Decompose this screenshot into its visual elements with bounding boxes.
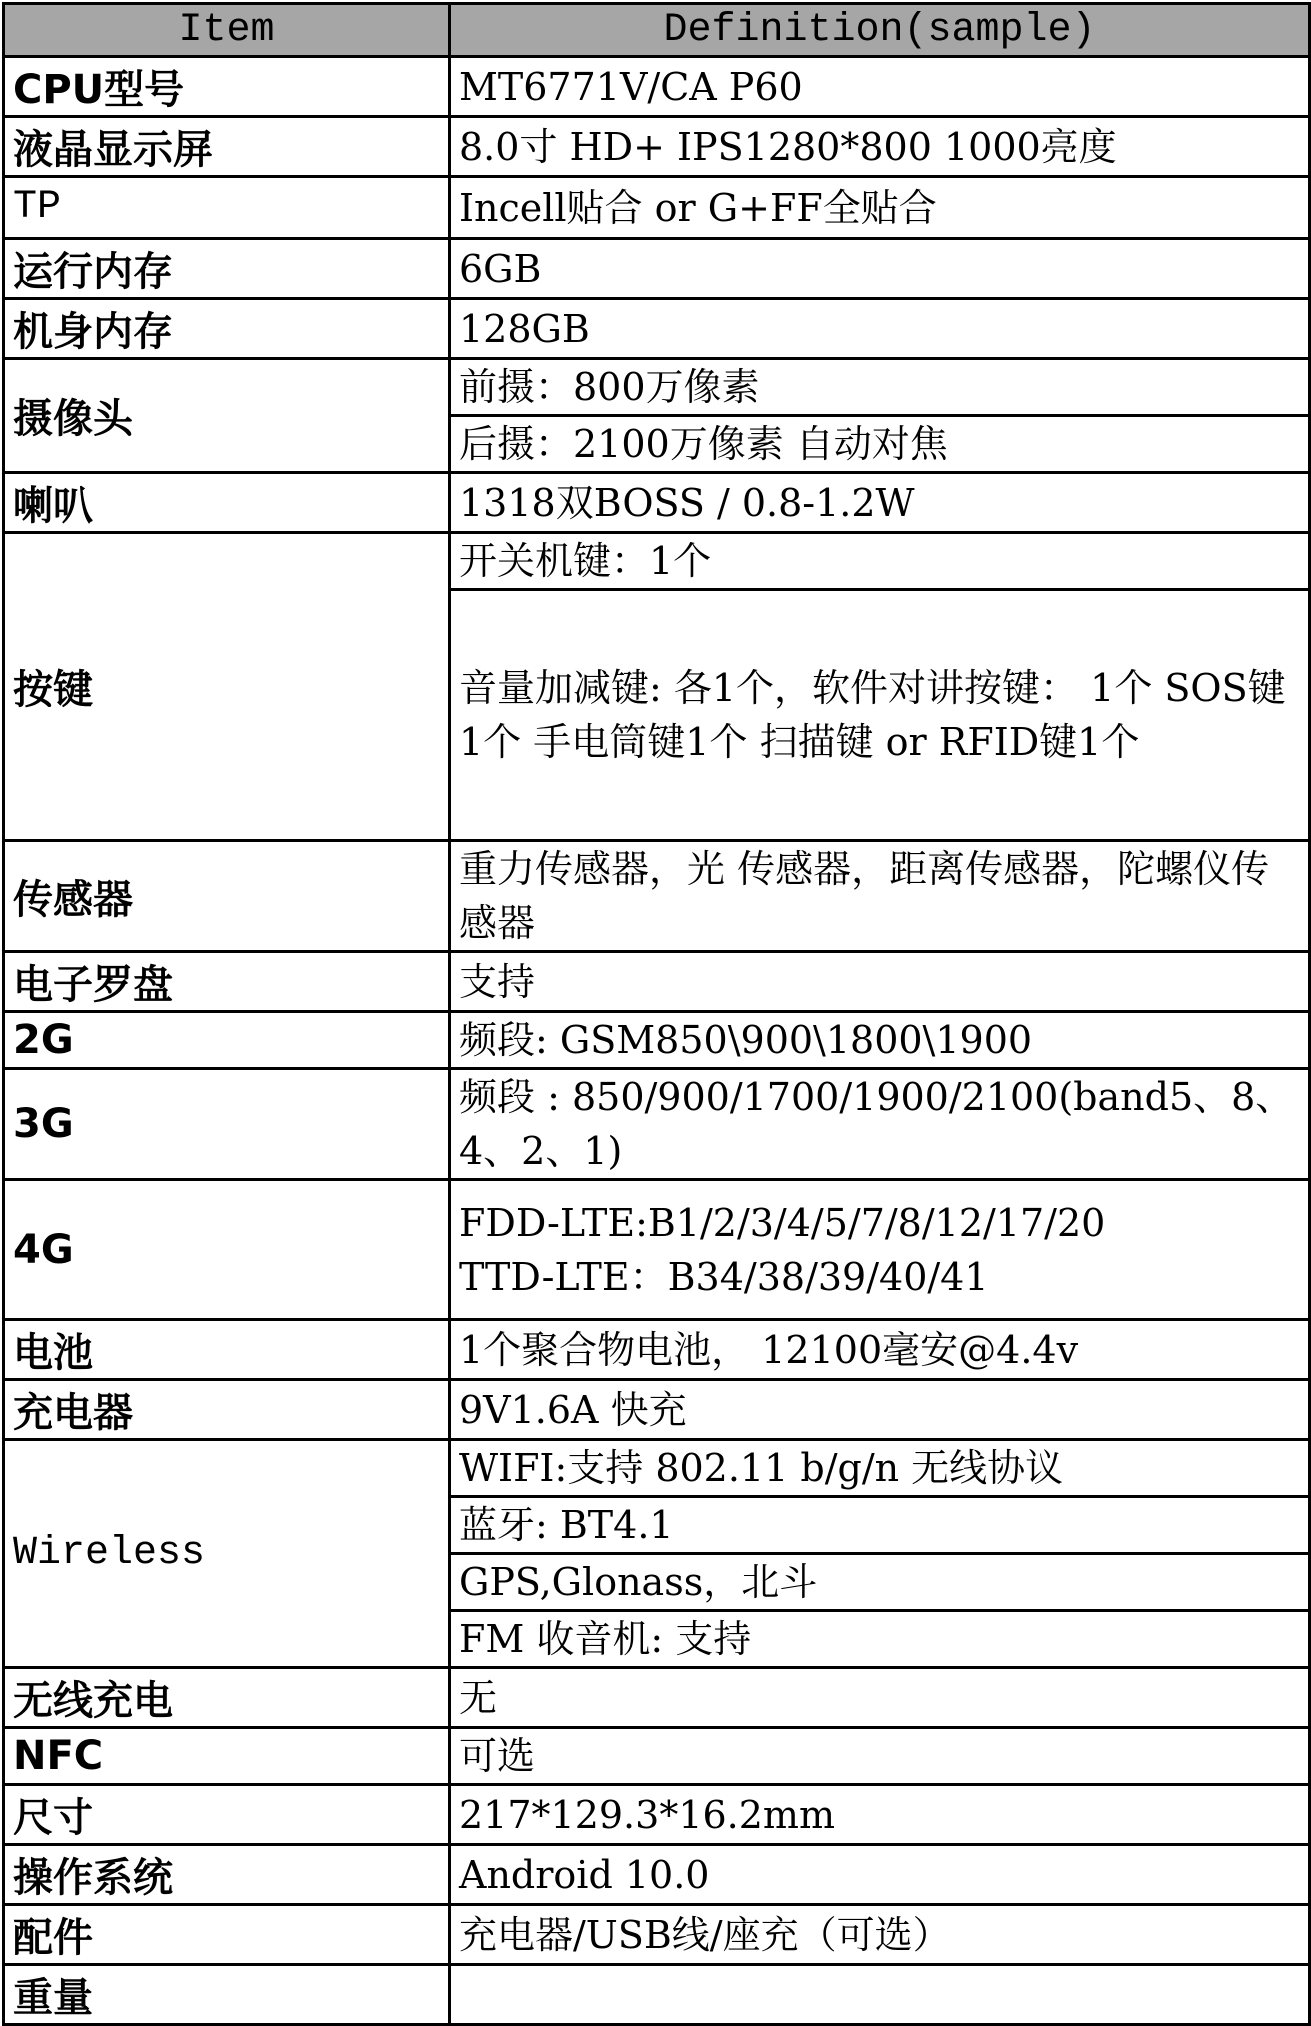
item-cell: 运行内存 (4, 239, 450, 299)
table-row (4, 57, 1310, 117)
item-cell: TP (4, 177, 450, 239)
item-cell: 配件 (4, 1905, 450, 1965)
table-row (4, 1380, 1310, 1440)
table-row (4, 1012, 1310, 1069)
table-row (4, 1785, 1310, 1845)
spec-table (2, 2, 1311, 2026)
definition-cell: 1318双BOSS / 0.8-1.2W (450, 473, 1310, 533)
table-row (4, 1905, 1310, 1965)
definition-cell: 频段 : 850/900/1700/1900/2100(band5、8、4、2、1) (450, 1069, 1310, 1180)
definition-cell: GPS,Glonass，北斗 (450, 1554, 1310, 1611)
table-row (4, 841, 1310, 952)
definition-cell: 128GB (450, 299, 1310, 359)
definition-cell: 支持 (450, 952, 1310, 1012)
item-cell: 3G (4, 1069, 450, 1180)
definition-cell: 前摄：800万像素 (450, 359, 1310, 416)
table-row (4, 1965, 1310, 2025)
header-definition: Definition(sample) (450, 4, 1310, 57)
definition-cell: 217*129.3*16.2mm (450, 1785, 1310, 1845)
table-row (4, 1320, 1310, 1380)
header-item: Item (4, 4, 450, 57)
definition-cell: 重力传感器，光 传感器，距离传感器，陀螺仪传感器 (450, 841, 1310, 952)
item-cell: 按键 (4, 533, 450, 841)
definition-cell: MT6771V/CA P60 (450, 57, 1310, 117)
definition-cell: 可选 (450, 1728, 1310, 1785)
item-cell: 机身内存 (4, 299, 450, 359)
definition-cell: 后摄：2100万像素 自动对焦 (450, 416, 1310, 473)
item-cell: 4G (4, 1180, 450, 1320)
table-row (4, 952, 1310, 1012)
item-cell: 传感器 (4, 841, 450, 952)
definition-cell: 蓝牙: BT4.1 (450, 1497, 1310, 1554)
definition-cell: Android 10.0 (450, 1845, 1310, 1905)
table-row (4, 1668, 1310, 1728)
item-cell: 喇叭 (4, 473, 450, 533)
definition-cell: Incell贴合 or G+FF全贴合 (450, 177, 1310, 239)
definition-line: TTD-LTE：B34/38/39/40/41 (459, 1254, 989, 1299)
item-cell: Wireless (4, 1440, 450, 1668)
table-row (4, 1069, 1310, 1180)
definition-cell: 9V1.6A 快充 (450, 1380, 1310, 1440)
table-row (4, 1180, 1310, 1320)
definition-cell: 8.0寸 HD+ IPS1280*800 1000亮度 (450, 117, 1310, 177)
table-row (4, 359, 1310, 416)
table-row (4, 117, 1310, 177)
item-cell: 2G (4, 1012, 450, 1069)
definition-cell: 6GB (450, 239, 1310, 299)
item-cell: NFC (4, 1728, 450, 1785)
definition-cell: FM 收音机: 支持 (450, 1611, 1310, 1668)
definition-cell (450, 1965, 1310, 2025)
table-row (4, 177, 1310, 239)
header-row (4, 4, 1310, 57)
item-cell: 重量 (4, 1965, 450, 2025)
definition-cell: WIFI:支持 802.11 b/g/n 无线协议 (450, 1440, 1310, 1497)
item-cell: 液晶显示屏 (4, 117, 450, 177)
table-row (4, 1845, 1310, 1905)
definition-line: FDD-LTE:B1/2/3/4/5/7/8/12/17/20 (459, 1200, 1106, 1245)
item-cell: 摄像头 (4, 359, 450, 473)
table-row (4, 1728, 1310, 1785)
item-cell: CPU型号 (4, 57, 450, 117)
definition-cell: 1个聚合物电池， 12100毫安@4.4v (450, 1320, 1310, 1380)
item-cell: 充电器 (4, 1380, 450, 1440)
item-cell: 操作系统 (4, 1845, 450, 1905)
definition-cell: 开关机键：1个 (450, 533, 1310, 590)
definition-cell: 音量加减键: 各1个，软件对讲按键： 1个 SOS键1个 手电筒键1个 扫描键 or RFID键1个 (450, 590, 1310, 841)
item-cell: 尺寸 (4, 1785, 450, 1845)
definition-cell: 无 (450, 1668, 1310, 1728)
table-row (4, 473, 1310, 533)
definition-cell (450, 1180, 1310, 1320)
item-cell: 电池 (4, 1320, 450, 1380)
table-row (4, 1440, 1310, 1497)
definition-cell: 频段: GSM850\900\1800\1900 (450, 1012, 1310, 1069)
table-row (4, 239, 1310, 299)
item-cell: 电子罗盘 (4, 952, 450, 1012)
item-cell: 无线充电 (4, 1668, 450, 1728)
definition-cell: 充电器/USB线/座充（可选） (450, 1905, 1310, 1965)
table-row (4, 533, 1310, 590)
table-row (4, 299, 1310, 359)
